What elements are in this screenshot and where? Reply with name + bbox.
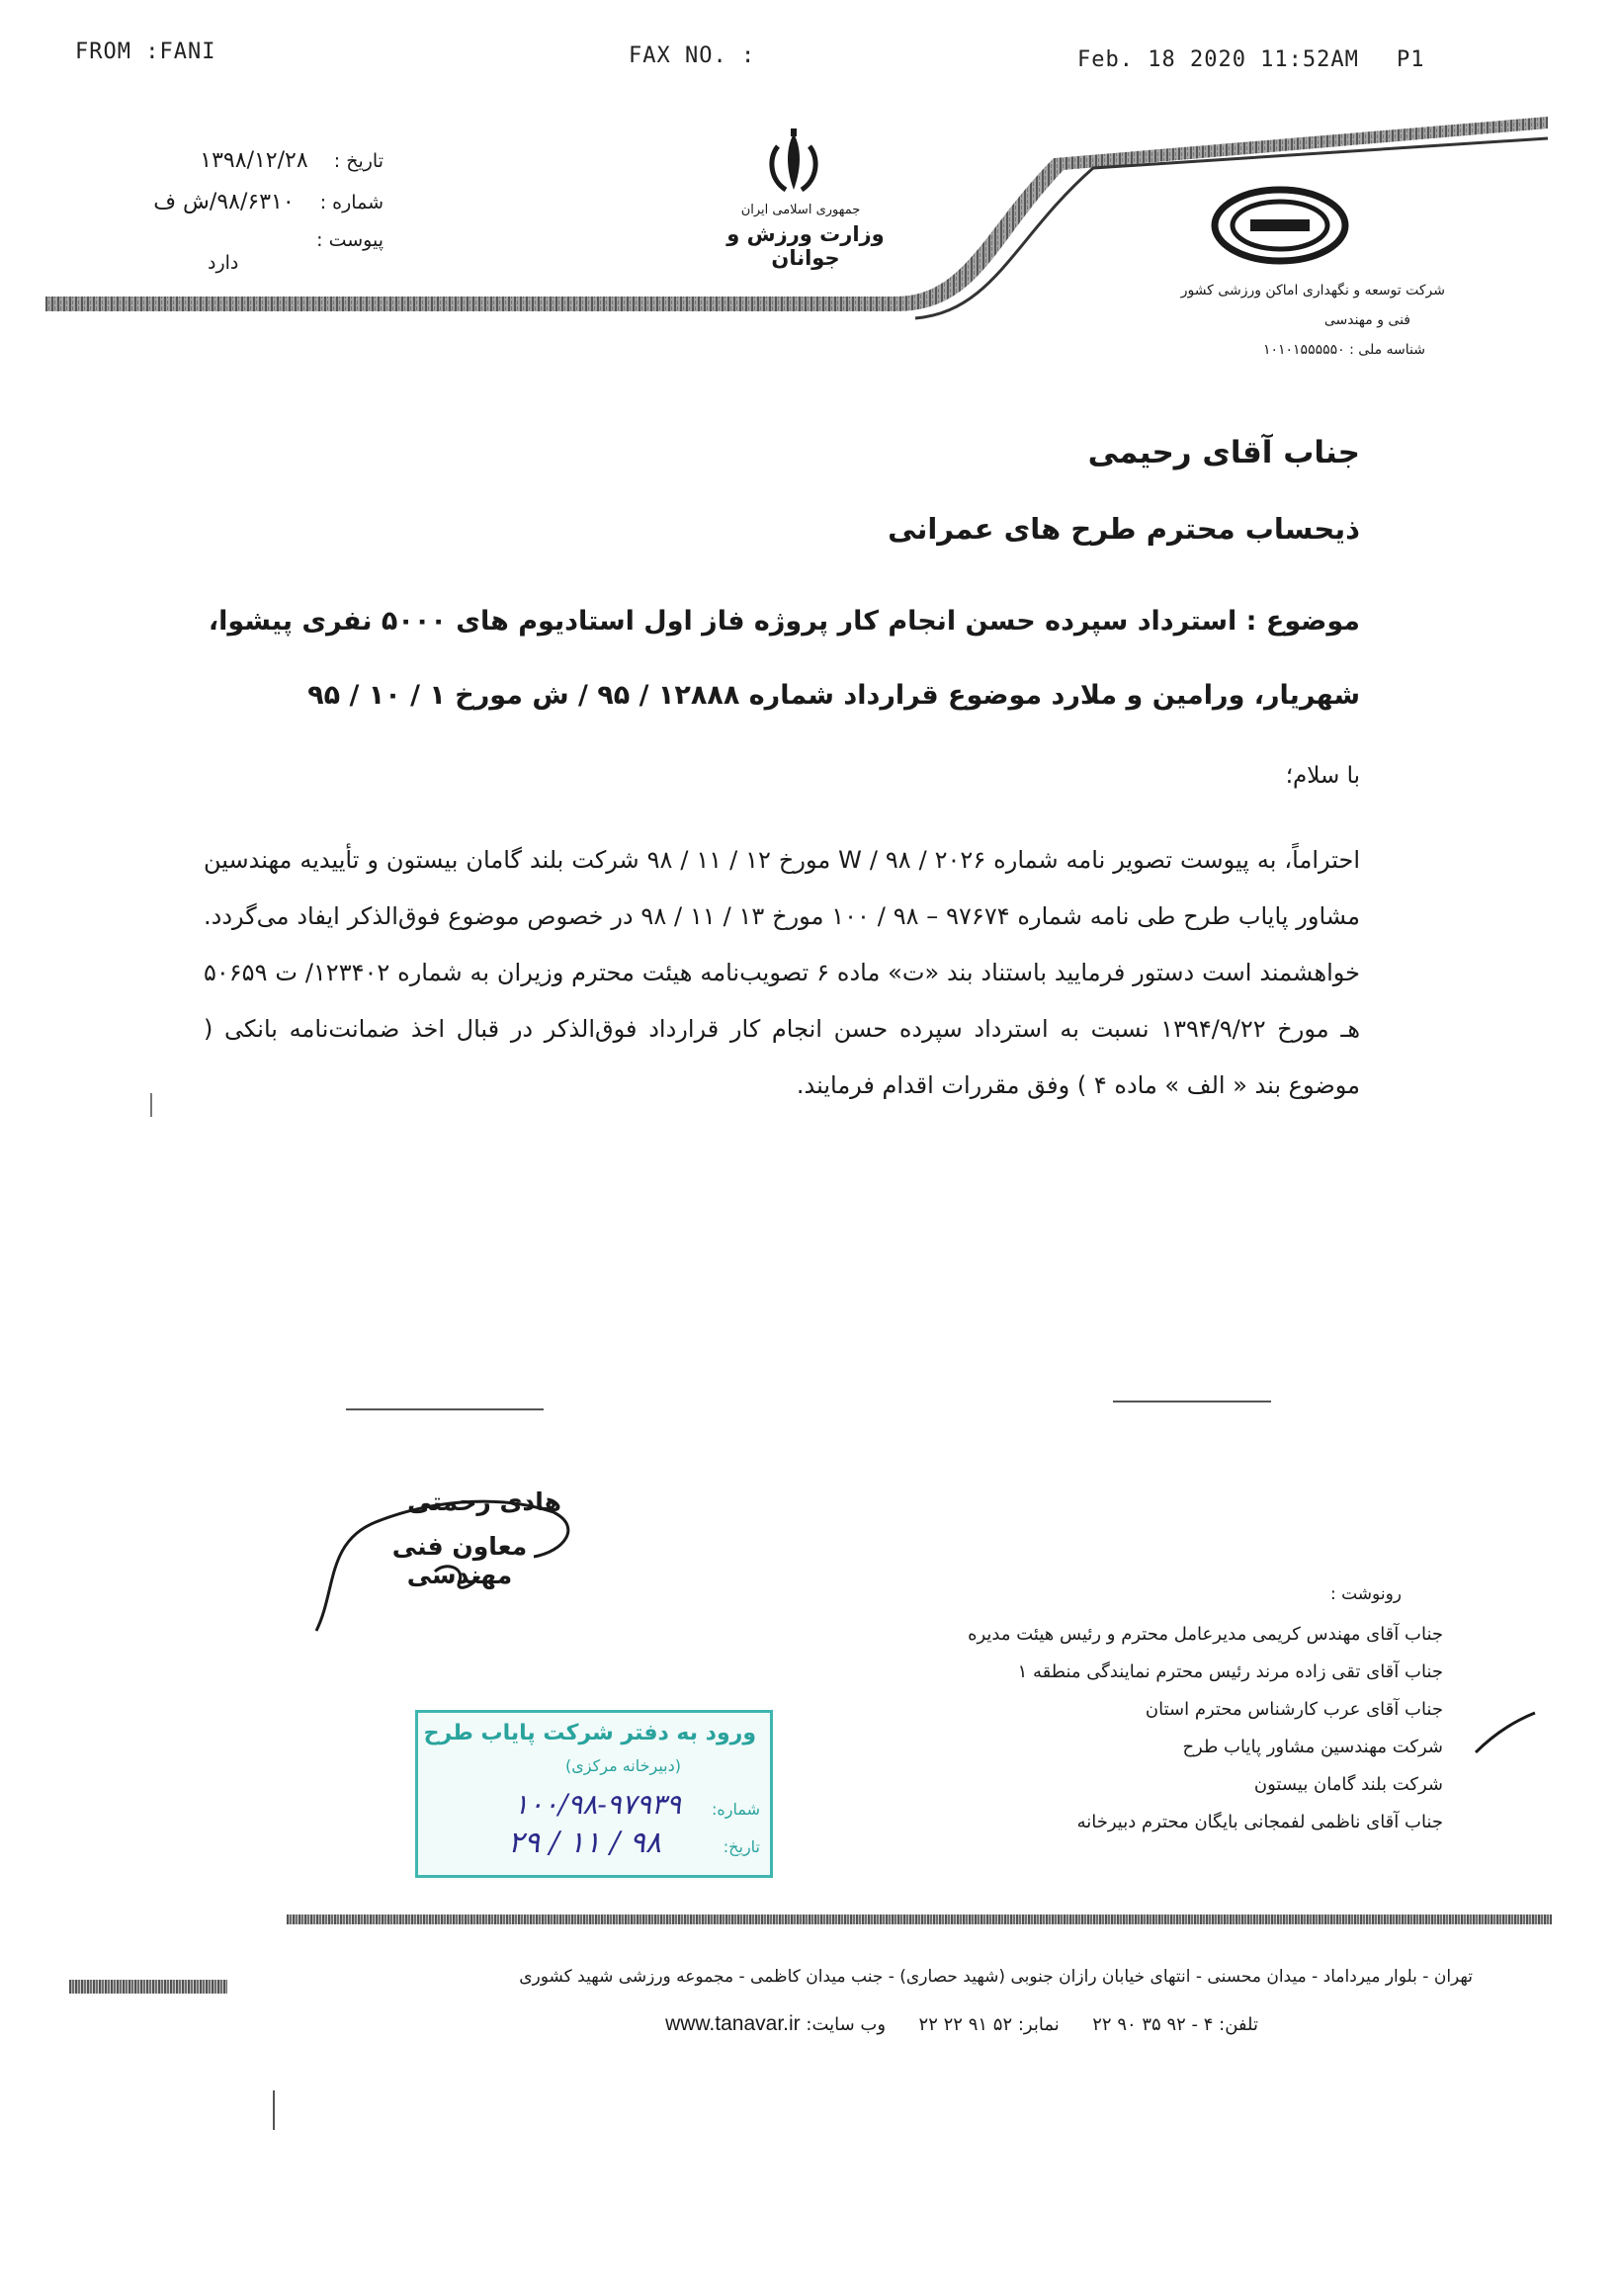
- meta-date-value: ۱۳۹۸/۱۲/۲۸: [200, 148, 308, 173]
- received-stamp: [415, 1710, 773, 1878]
- cc-item: جناب آقای تقی زاده مرند رئیس محترم نمایندگی منطقه ۱: [1017, 1661, 1443, 1682]
- ministry-line2: وزارت ورزش و جوانان: [726, 222, 885, 270]
- recipient-role: ذیحساب محترم طرح های عمرانی: [888, 512, 1360, 546]
- company-national-id: شناسه ملی : ۱۰۱۰۱۵۵۵۵۵۰: [1262, 342, 1425, 358]
- scan-divider: [1113, 1401, 1271, 1403]
- footer-website[interactable]: www.tanavar.ir: [665, 2012, 801, 2035]
- meta-date-label: تاریخ :: [333, 150, 383, 172]
- recipient-title: جناب آقای رحیمی: [1087, 435, 1360, 470]
- cc-checkmark: [1471, 1708, 1540, 1757]
- cc-item: جناب آقای عرب کارشناس محترم استان: [1145, 1699, 1443, 1720]
- company-department: فنی و مهندسی: [1323, 312, 1410, 328]
- cc-list: [692, 1616, 1443, 1841]
- scan-artifact: [150, 1093, 152, 1117]
- subject-line1: موضوع : استرداد سپرده حسن انجام کار پروژه فاز اول استادیوم های ۵۰۰۰ نفری پیشوا،: [208, 606, 1360, 637]
- stamp-subtitle: (دبیرخانه مرکزی): [565, 1756, 681, 1775]
- ministry-line1: جمهوری اسلامی ایران: [740, 203, 861, 217]
- fax-page: P1: [1397, 47, 1425, 72]
- fax-from: FROM :FANI: [75, 40, 216, 64]
- footer-address: تهران - بلوار میرداماد - میدان محسنی - انتهای خیابان رازان جنوبی (شهید حصاری) - جنب میدان کاظمی - مجموعه ورزشی شهید کشوری: [519, 1967, 1473, 1987]
- stamp-number-value: ۱۰۰/۹۸-۹۷۹۳۹: [513, 1788, 681, 1821]
- meta-number-value: ۹۸/۶۳۱۰/ش ف: [153, 190, 295, 214]
- scan-divider: [346, 1408, 544, 1410]
- subject-line2: شهریار، ورامین و ملارد موضوع قرارداد شماره ۱۲۸۸۸ / ۹۵ / ش مورخ ۱ / ۱۰ / ۹۵: [307, 680, 1360, 711]
- meta-attachment-label: پیوست :: [316, 229, 383, 251]
- letter-body: احتراماً، به پیوست تصویر نامه شماره ۲۰۲۶ / W / ۹۸ مورخ ۱۲ / ۱۱ / ۹۸ شرکت بلند گامان بیستون و تأییدیه مهندسین مشاور پایاب طرح طی نامه شماره ۹۷۶۷۴ – ۹۸ / ۱۰۰ مورخ ۱۳ / ۱۱ / ۹۸ در خصوص موضوع فوق‌الذکر ایفاد می‌گردد. خواهشمند است دستور فرمایید باستناد بند «ت» ماده ۶ تصویب‌نامه هیئت محترم وزیران به شماره ۱۲۳۴۰۲/ ت ۵۰۶۵۹ هـ مورخ ۱۳۹۴/۹/۲۲ نسبت به استرداد سپرده حسن انجام کار قرارداد فوق‌الذکر در قبال اخذ ضمانت‌نامه بانکی ( موضوع بند « الف » ماده ۴ ) وفق مقررات اقدام فرمایند.: [204, 846, 1361, 1099]
- meta-date-row: [107, 148, 383, 173]
- company-name: شرکت توسعه و نگهداری اماکن ورزشی کشور: [1180, 283, 1445, 298]
- stamp-number-label: شماره:: [711, 1800, 760, 1819]
- meta-attachment-value: دارد: [208, 252, 239, 274]
- fax-datetime: Feb. 18 2020 11:52AM: [1077, 47, 1359, 72]
- cc-label: رونوشت :: [1329, 1584, 1402, 1604]
- greeting: با سلام؛: [1285, 763, 1360, 789]
- footer-band-left: [69, 1980, 227, 1994]
- footer-band-top: [287, 1914, 1552, 1924]
- cc-item: شرکت بلند گامان بیستون: [1253, 1774, 1443, 1795]
- stamp-title: ورود به دفتر شرکت پایاب طرح: [423, 1721, 756, 1745]
- stamp-date-value: ۹۸ / ۱۱ / ۲۹: [507, 1826, 661, 1860]
- cc-item: جناب آقای مهندس کریمی مدیرعامل محترم و رئیس هیئت مدیره: [968, 1624, 1443, 1645]
- footer-website-label: وب سایت:: [806, 2014, 887, 2035]
- footer-fax: نمابر: ۵۲ ۹۱ ۲۲ ۲۲: [918, 2014, 1060, 2035]
- meta-number-row: [107, 190, 383, 214]
- company-logo-icon: [1211, 186, 1349, 265]
- footer-phone: تلفن: ۴ - ۹۲ ۳۵ ۹۰ ۲۲: [1092, 2014, 1258, 2035]
- handwritten-signature: [297, 1473, 593, 1641]
- cc-item: جناب آقای ناظمی لفمجانی بایگان محترم دبیرخانه: [1076, 1812, 1443, 1832]
- signature-name: هادی رحمتی: [407, 1488, 561, 1516]
- footer-contacts: [270, 2012, 1258, 2036]
- fax-number: FAX NO. :: [629, 43, 756, 68]
- scan-artifact: [273, 2090, 275, 2130]
- meta-number-label: شماره :: [319, 192, 383, 213]
- meta-attachment-row: [107, 229, 383, 251]
- signature-title: معاون فنی مهندسی: [391, 1532, 528, 1589]
- stamp-date-label: تاریخ:: [723, 1837, 760, 1856]
- cc-item: شرکت مهندسین مشاور پایاب طرح: [1182, 1737, 1443, 1757]
- iran-emblem-icon: [764, 128, 823, 198]
